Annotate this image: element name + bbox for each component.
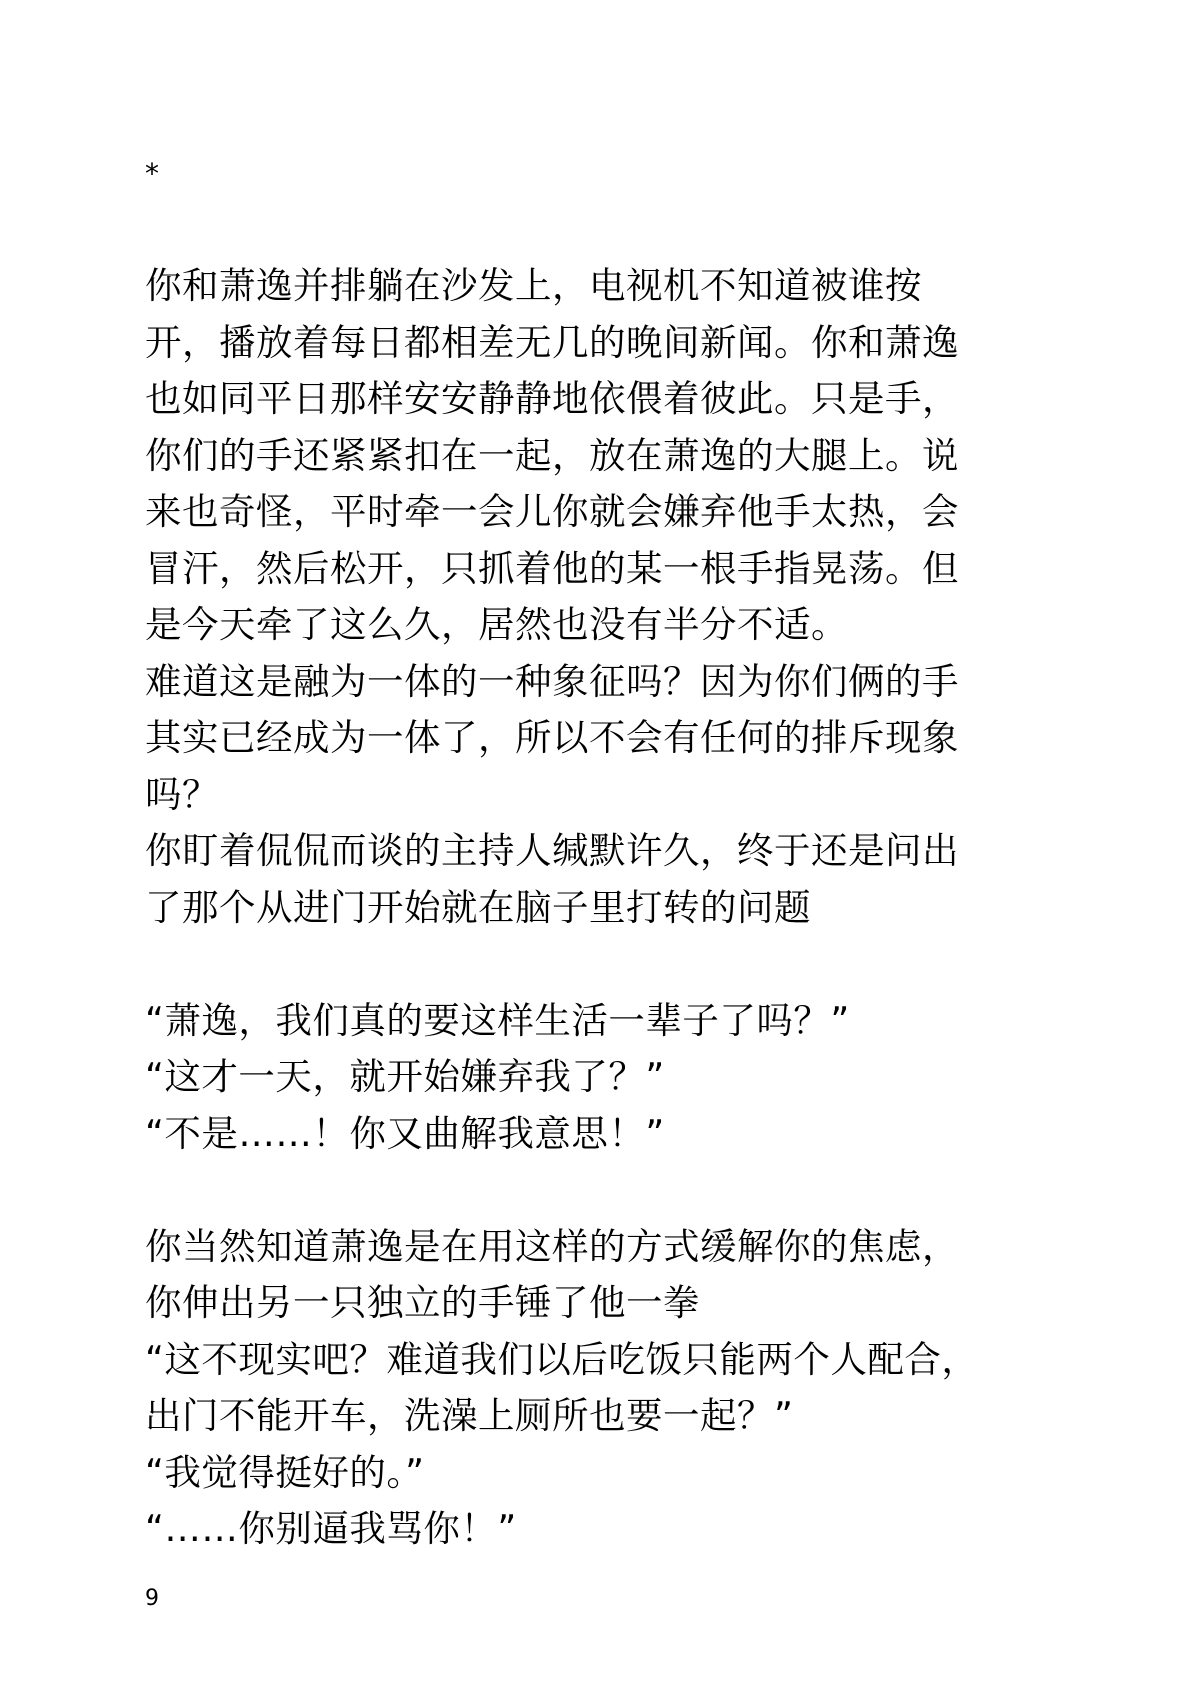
- text-line: 你们的手还紧紧扣在一起，放在萧逸的大腿上。说: [145, 433, 959, 477]
- dialogue-line: “我觉得挺好的。”: [145, 1450, 425, 1494]
- blank-line: [145, 936, 1045, 993]
- text-line: 你当然知道萧逸是在用这样的方式缓解你的焦虑，: [145, 1224, 959, 1268]
- body-text: [145, 258, 1045, 1558]
- blank-line: [145, 1162, 1045, 1219]
- text-line: 难道这是融为一体的一种象征吗？因为你们俩的手: [145, 659, 959, 703]
- text-line: 你和萧逸并排躺在沙发上，电视机不知道被谁按: [145, 264, 922, 307]
- dialogue-line: “……你别逼我骂你！”: [145, 1507, 517, 1550]
- dialogue-line: 出门不能开车，洗澡上厕所也要一起？”: [145, 1394, 794, 1437]
- text-line: 你盯着侃侃而谈的主持人缄默许久，终于还是问出: [145, 829, 959, 872]
- dialogue-line: “萧逸，我们真的要这样生活一辈子了吗？”: [145, 998, 850, 1042]
- text-line: 开，播放着每日都相差无几的晚间新闻。你和萧逸: [145, 320, 959, 364]
- text-line: 冒汗，然后松开，只抓着他的某一根手指晃荡。但: [145, 546, 959, 590]
- text-line: 其实已经成为一体了，所以不会有任何的排斥现象: [145, 716, 959, 759]
- text-line: 你伸出另一只独立的手锤了他一拳: [145, 1281, 700, 1324]
- dialogue-line: “不是……！你又曲解我意思！”: [145, 1111, 665, 1155]
- page-number: 9: [145, 1586, 159, 1611]
- text-line: 也如同平日那样安安静静地依偎着彼此。只是手，: [145, 377, 959, 420]
- dialogue-line: “这不现实吧？难道我们以后吃饭只能两个人配合，: [145, 1337, 979, 1381]
- text-line: 来也奇怪，平时牵一会儿你就会嫌弃他手太热，会: [145, 490, 959, 533]
- text-line: 了那个从进门开始就在脑子里打转的问题: [145, 885, 811, 929]
- section-separator: *: [145, 157, 159, 190]
- dialogue-line: “这才一天，就开始嫌弃我了？”: [145, 1055, 665, 1098]
- text-line: 吗？: [145, 772, 219, 816]
- text-line: 是今天牵了这么久，居然也没有半分不适。: [145, 603, 848, 646]
